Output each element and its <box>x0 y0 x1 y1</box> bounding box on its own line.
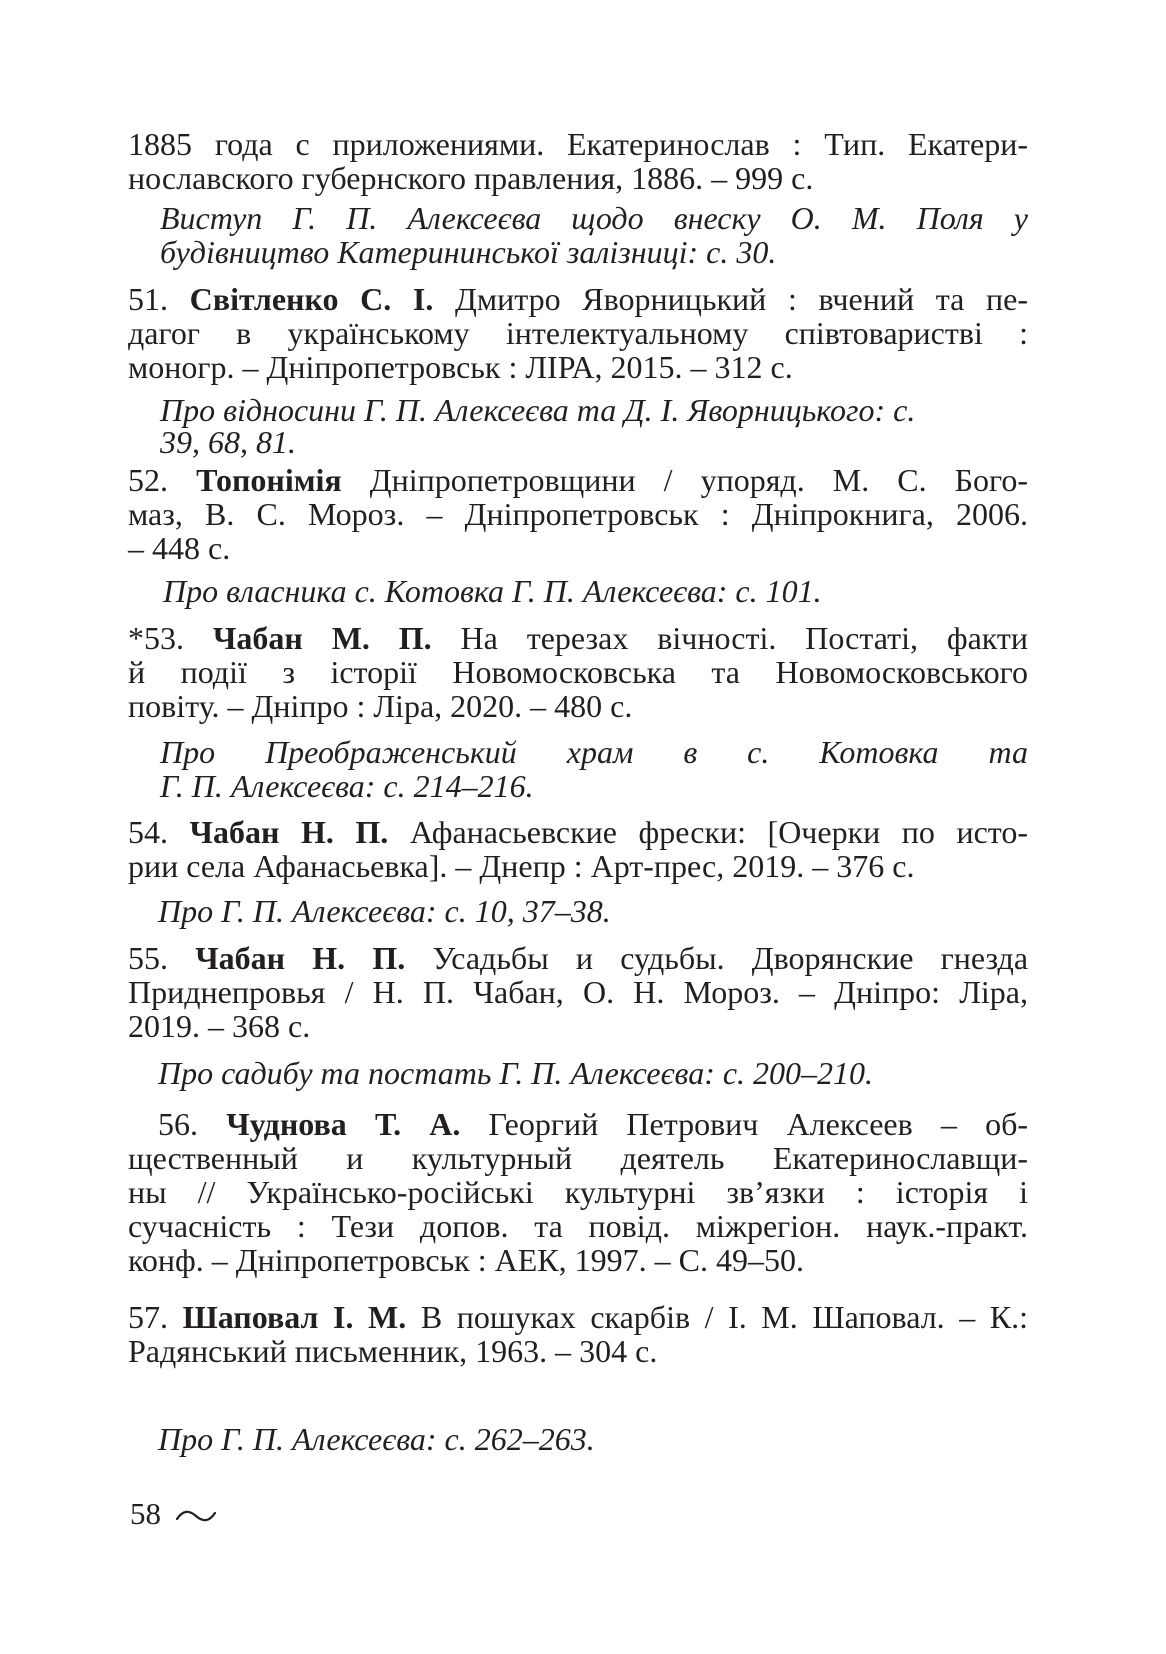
entry-53-line-2: й події з історії Новомосковська та Новомосковського <box>128 654 1028 690</box>
entry-57-note: Про Г. П. Алексеєва: с. 262–263. <box>158 1421 595 1457</box>
entry-52-line-2: маз, В. С. Мороз. – Дніпропетровськ : Дніпрокнига, 2006. <box>128 496 1028 532</box>
entry-54-line-1: 54. Чабан Н. П. Афанасьевские фрески: [Очерки по исто- <box>128 814 1029 850</box>
entry-55-line-2: Приднепровья / Н. П. Чабан, О. Н. Мороз. – Дніпро: Ліра, <box>128 974 1028 1010</box>
entry-56-line-3: ны // Українсько-російські культурні зв’язки : історія і <box>128 1174 1028 1210</box>
entry-56-line-5: конф. – Дніпропетровськ : АЕК, 1997. – С. 49–50. <box>128 1242 804 1278</box>
entry-51-line-2: дагог в українському інтелектуальному співтоваристві : <box>128 315 1028 351</box>
entry-57-line-2: Радянський письменник, 1963. – 304 с. <box>128 1333 658 1369</box>
entry-52-line-1: 52. Топонімія Дніпропетровщини / упоряд. М. С. Бого- <box>128 462 1029 498</box>
entry-53-note-line-1: Про Преображенський храм в с. Котовка та <box>160 734 1028 770</box>
page-number: 58 <box>130 1496 161 1531</box>
entry-53-line-3: повіту. – Дніпро : Ліра, 2020. – 480 с. <box>128 688 633 724</box>
entry-54-note: Про Г. П. Алексеєва: с. 10, 37–38. <box>158 893 611 929</box>
entry-51-note-line-2: 39, 68, 81. <box>160 424 296 460</box>
entry-53-note-line-2: Г. П. Алексеєва: с. 214–216. <box>160 768 534 804</box>
entry-57-line-1: 57. Шаповал І. М. В пошуках скарбів / І. М. Шаповал. – К.: <box>128 1299 1029 1335</box>
entry-52-line-3: – 448 с. <box>128 530 231 566</box>
tilde-ornament-icon <box>175 1508 217 1524</box>
entry-56-line-1: 56. Чуднова Т. А. Георгий Петрович Алексеев – об- <box>158 1106 1029 1142</box>
entry-50-note-line-1: Виступ Г. П. Алексеєва щодо внеску О. М. Поля у <box>160 200 1028 236</box>
entry-52-note: Про власника с. Котовка Г. П. Алексеєва: с. 101. <box>163 573 822 609</box>
entry-55-line-1: 55. Чабан Н. П. Усадьбы и судьбы. Дворянские гнезда <box>128 940 1029 976</box>
entry-55-note: Про садибу та постать Г. П. Алексеєва: с. 200–210. <box>158 1055 874 1091</box>
entry-51-line-1: 51. Світленко С. І. Дмитро Яворницький : вчений та пе- <box>128 281 1029 317</box>
entry-55-line-3: 2019. – 368 с. <box>128 1008 311 1044</box>
entry-51-note-line-1: Про відносини Г. П. Алексеєва та Д. І. Яворницького: с. <box>160 392 916 428</box>
entry-53-line-1: *53. Чабан М. П. На терезах вічності. Постаті, факти <box>128 620 1029 656</box>
entry-50-note-line-2: будівництво Катерининської залізниці: с. 30. <box>160 234 777 270</box>
entry-56-line-4: сучасність : Тези допов. та повід. міжрегіон. наук.-практ. <box>128 1208 1028 1244</box>
entry-50-line-2: нославского губернского правления, 1886. – 999 с. <box>128 160 814 196</box>
entry-56-line-2: щественный и культурный деятель Екатеринославщи- <box>128 1140 1028 1176</box>
entry-51-line-3: моногр. – Дніпропетровськ : ЛІРА, 2015. – 312 с. <box>128 349 793 385</box>
entry-50-line-1: 1885 года с приложениями. Екатеринослав : Тип. Екатери- <box>128 126 1028 162</box>
entry-54-line-2: рии села Афанасьевка]. – Днепр : Арт-прес, 2019. – 376 с. <box>128 848 915 884</box>
